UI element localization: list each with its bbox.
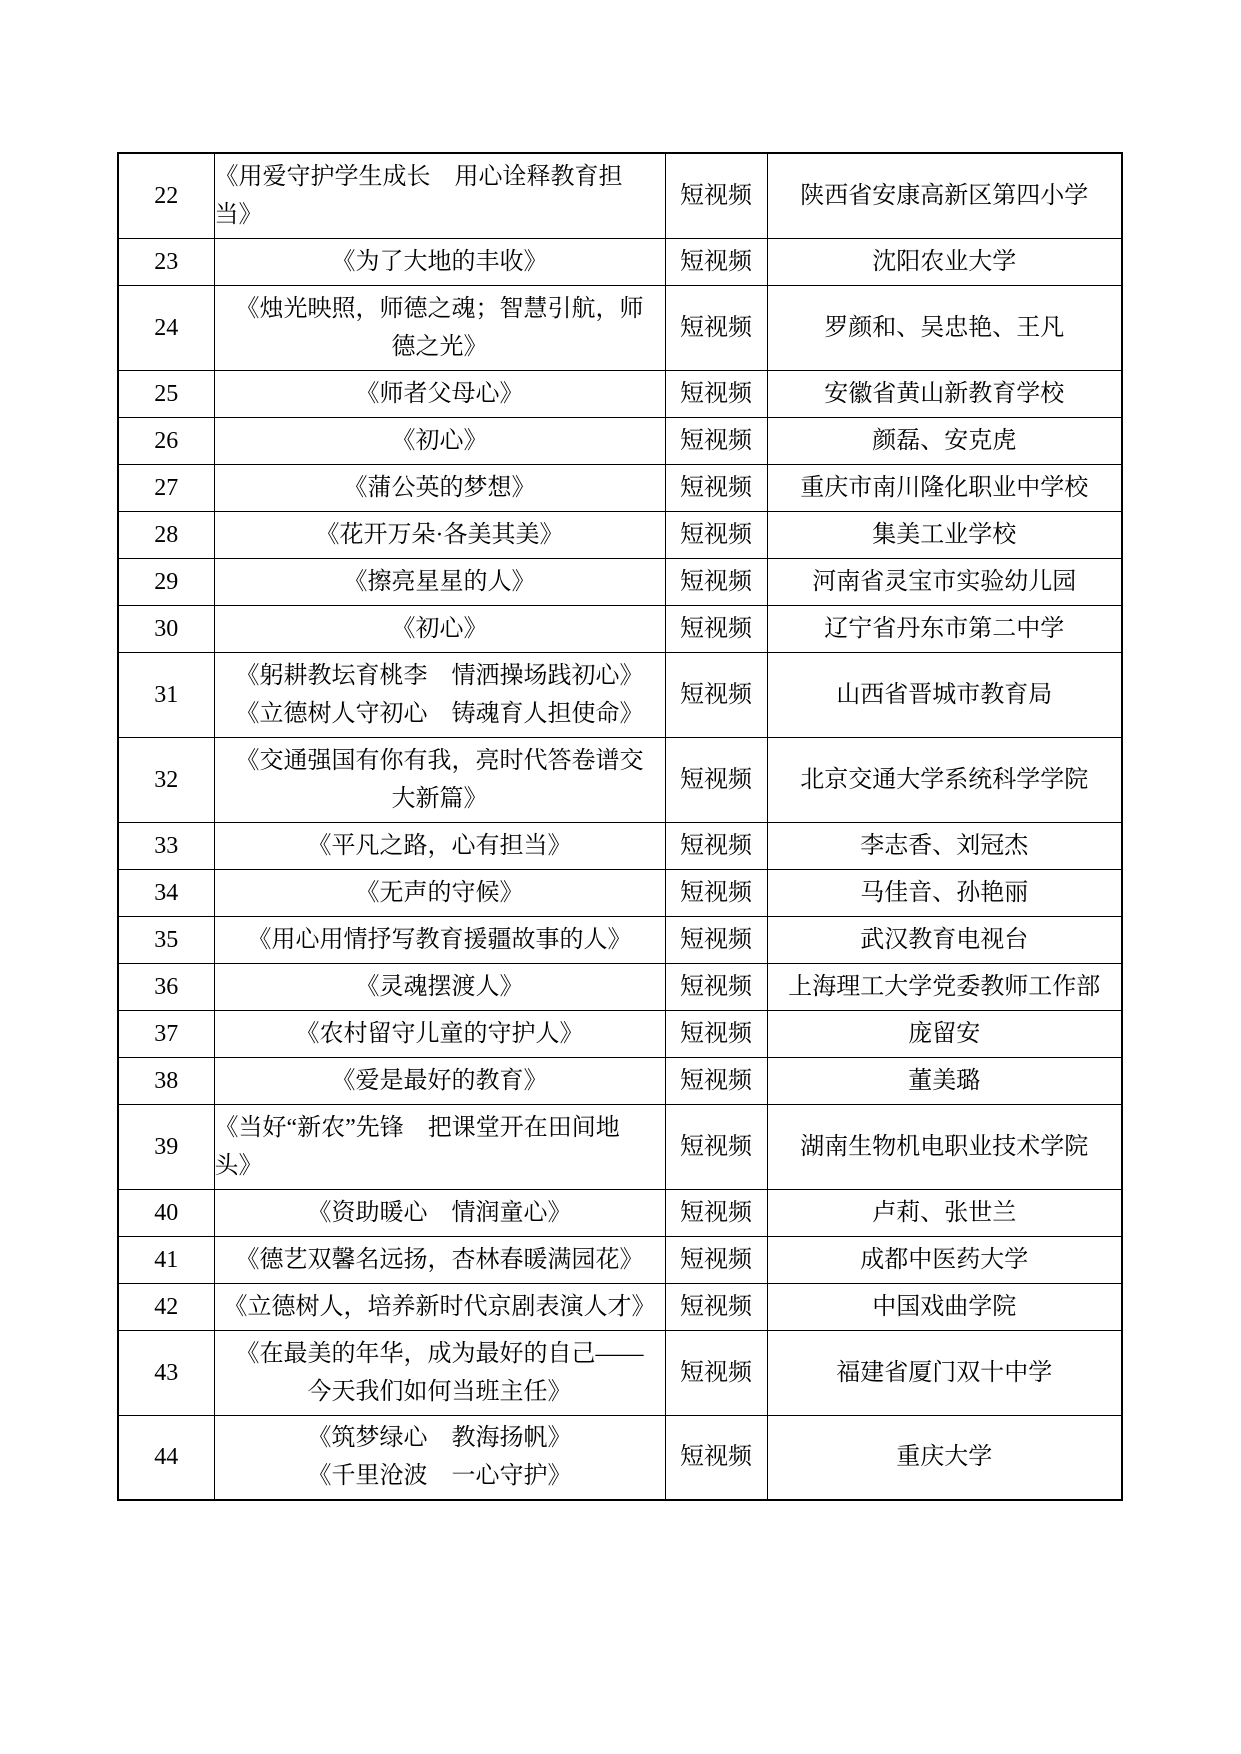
org-cell: 李志香、刘冠杰 — [767, 822, 1122, 869]
title-line: 《灵魂摆渡人》 — [355, 973, 524, 1000]
org-cell: 安徽省黄山新教育学校 — [767, 370, 1122, 417]
type-cell: 短视频 — [665, 285, 767, 370]
type-cell: 短视频 — [665, 1189, 767, 1236]
title-cell — [214, 511, 665, 558]
table-row — [118, 1236, 1122, 1283]
title-line: 《初心》 — [391, 427, 488, 454]
title-cell — [214, 1189, 665, 1236]
table-row — [118, 737, 1122, 822]
title-cell — [214, 238, 665, 285]
row-number-cell: 34 — [118, 869, 214, 916]
type-cell: 短视频 — [665, 153, 767, 238]
title-cell — [214, 916, 665, 963]
org-cell: 武汉教育电视台 — [767, 916, 1122, 963]
title-line: 大新篇》 — [391, 785, 488, 812]
type-cell: 短视频 — [665, 963, 767, 1010]
type-cell: 短视频 — [665, 1010, 767, 1057]
table-row — [118, 605, 1122, 652]
title-line: 《当好“新农”先锋 把课堂开在田间地 — [214, 1114, 620, 1141]
row-number-cell: 30 — [118, 605, 214, 652]
row-number-cell: 37 — [118, 1010, 214, 1057]
row-number-cell: 26 — [118, 417, 214, 464]
table-row — [118, 558, 1122, 605]
row-number-cell: 41 — [118, 1236, 214, 1283]
type-cell: 短视频 — [665, 1283, 767, 1330]
title-cell — [214, 285, 665, 370]
title-line: 《在最美的年华，成为最好的自己—— — [235, 1340, 644, 1367]
title-cell — [214, 417, 665, 464]
title-cell — [214, 1104, 665, 1189]
title-line: 《用爱守护学生成长 用心诠释教育担 — [214, 163, 623, 190]
org-cell: 北京交通大学系统科学学院 — [767, 737, 1122, 822]
title-line: 德之光》 — [391, 333, 488, 360]
table-row — [118, 869, 1122, 916]
org-cell: 福建省厦门双十中学 — [767, 1330, 1122, 1415]
org-cell: 河南省灵宝市实验幼儿园 — [767, 558, 1122, 605]
row-number-cell: 29 — [118, 558, 214, 605]
title-cell — [214, 737, 665, 822]
title-line: 《德艺双馨名远扬，杏林春暖满园花》 — [235, 1246, 644, 1273]
title-cell — [214, 464, 665, 511]
title-line: 《蒲公英的梦想》 — [343, 474, 536, 501]
row-number-cell: 31 — [118, 652, 214, 737]
title-line: 《平凡之路，心有担当》 — [307, 832, 572, 859]
table-row — [118, 153, 1122, 238]
title-line: 头》 — [214, 1152, 263, 1179]
row-number-cell: 44 — [118, 1415, 214, 1500]
org-cell: 马佳音、孙艳丽 — [767, 869, 1122, 916]
table-row — [118, 417, 1122, 464]
row-number-cell: 32 — [118, 737, 214, 822]
org-cell: 湖南生物机电职业技术学院 — [767, 1104, 1122, 1189]
title-cell — [214, 822, 665, 869]
table-row — [118, 916, 1122, 963]
table-row — [118, 511, 1122, 558]
row-number-cell: 22 — [118, 153, 214, 238]
title-cell — [214, 869, 665, 916]
title-line: 《师者父母心》 — [355, 380, 524, 407]
title-cell — [214, 370, 665, 417]
title-line: 《用心用情抒写教育援疆故事的人》 — [247, 926, 632, 953]
table-row — [118, 1104, 1122, 1189]
org-cell: 重庆市南川隆化职业中学校 — [767, 464, 1122, 511]
title-line: 《花开万朵·各美其美》 — [315, 521, 564, 548]
title-line: 《千里沧波 一心守护》 — [307, 1463, 572, 1490]
type-cell: 短视频 — [665, 1104, 767, 1189]
type-cell: 短视频 — [665, 1415, 767, 1500]
title-cell — [214, 605, 665, 652]
title-cell — [214, 1283, 665, 1330]
title-line: 《躬耕教坛育桃李 情洒操场践初心》 — [235, 662, 644, 689]
org-cell: 罗颜和、吴忠艳、王凡 — [767, 285, 1122, 370]
title-cell — [214, 1057, 665, 1104]
title-line: 当》 — [214, 201, 263, 228]
title-cell — [214, 963, 665, 1010]
row-number-cell: 27 — [118, 464, 214, 511]
title-line: 《立德树人守初心 铸魂育人担使命》 — [235, 700, 644, 727]
table-row — [118, 1330, 1122, 1415]
title-cell — [214, 652, 665, 737]
title-line: 《爱是最好的教育》 — [331, 1067, 548, 1094]
org-cell: 辽宁省丹东市第二中学 — [767, 605, 1122, 652]
type-cell: 短视频 — [665, 417, 767, 464]
row-number-cell: 33 — [118, 822, 214, 869]
title-cell — [214, 1415, 665, 1500]
org-cell: 山西省晋城市教育局 — [767, 652, 1122, 737]
type-cell: 短视频 — [665, 916, 767, 963]
table-row — [118, 1057, 1122, 1104]
row-number-cell: 36 — [118, 963, 214, 1010]
type-cell: 短视频 — [665, 1330, 767, 1415]
title-line: 《无声的守候》 — [355, 879, 524, 906]
org-cell: 董美璐 — [767, 1057, 1122, 1104]
type-cell: 短视频 — [665, 370, 767, 417]
title-cell — [214, 1330, 665, 1415]
type-cell: 短视频 — [665, 1236, 767, 1283]
type-cell: 短视频 — [665, 605, 767, 652]
title-line: 《为了大地的丰收》 — [331, 248, 548, 275]
org-cell: 集美工业学校 — [767, 511, 1122, 558]
title-cell — [214, 1010, 665, 1057]
row-number-cell: 38 — [118, 1057, 214, 1104]
table-row — [118, 1415, 1122, 1500]
row-number-cell: 24 — [118, 285, 214, 370]
row-number-cell: 23 — [118, 238, 214, 285]
title-line: 《立德树人，培养新时代京剧表演人才》 — [223, 1293, 656, 1320]
table-row — [118, 464, 1122, 511]
table-row — [118, 822, 1122, 869]
row-number-cell: 40 — [118, 1189, 214, 1236]
table-row — [118, 238, 1122, 285]
title-cell — [214, 1236, 665, 1283]
title-line: 《筑梦绿心 教海扬帆》 — [307, 1425, 572, 1452]
type-cell: 短视频 — [665, 737, 767, 822]
table-row — [118, 1189, 1122, 1236]
type-cell: 短视频 — [665, 464, 767, 511]
table-row — [118, 370, 1122, 417]
type-cell: 短视频 — [665, 1057, 767, 1104]
org-cell: 成都中医药大学 — [767, 1236, 1122, 1283]
type-cell: 短视频 — [665, 652, 767, 737]
title-cell — [214, 558, 665, 605]
org-cell: 重庆大学 — [767, 1415, 1122, 1500]
type-cell: 短视频 — [665, 869, 767, 916]
title-line: 《擦亮星星的人》 — [343, 568, 536, 595]
type-cell: 短视频 — [665, 822, 767, 869]
title-line: 今天我们如何当班主任》 — [307, 1378, 572, 1405]
award-entries-table — [117, 152, 1123, 1501]
type-cell: 短视频 — [665, 511, 767, 558]
type-cell: 短视频 — [665, 558, 767, 605]
table-row — [118, 285, 1122, 370]
row-number-cell: 25 — [118, 370, 214, 417]
title-line: 《初心》 — [391, 615, 488, 642]
org-cell: 庞留安 — [767, 1010, 1122, 1057]
title-line: 《资助暖心 情润童心》 — [307, 1199, 572, 1226]
row-number-cell: 43 — [118, 1330, 214, 1415]
org-cell: 颜磊、安克虎 — [767, 417, 1122, 464]
type-cell: 短视频 — [665, 238, 767, 285]
entries-table-body — [118, 153, 1122, 1500]
title-line: 《交通强国有你有我，亮时代答卷谱交 — [235, 747, 644, 774]
table-row — [118, 1283, 1122, 1330]
table-row — [118, 1010, 1122, 1057]
org-cell: 陕西省安康高新区第四小学 — [767, 153, 1122, 238]
org-cell: 上海理工大学党委教师工作部 — [767, 963, 1122, 1010]
table-row — [118, 652, 1122, 737]
title-cell — [214, 153, 665, 238]
org-cell: 卢莉、张世兰 — [767, 1189, 1122, 1236]
org-cell: 中国戏曲学院 — [767, 1283, 1122, 1330]
org-cell: 沈阳农业大学 — [767, 238, 1122, 285]
table-row — [118, 963, 1122, 1010]
title-line: 《农村留守儿童的守护人》 — [295, 1020, 584, 1047]
row-number-cell: 42 — [118, 1283, 214, 1330]
row-number-cell: 35 — [118, 916, 214, 963]
title-line: 《烛光映照，师德之魂；智慧引航，师 — [235, 295, 644, 322]
row-number-cell: 39 — [118, 1104, 214, 1189]
row-number-cell: 28 — [118, 511, 214, 558]
